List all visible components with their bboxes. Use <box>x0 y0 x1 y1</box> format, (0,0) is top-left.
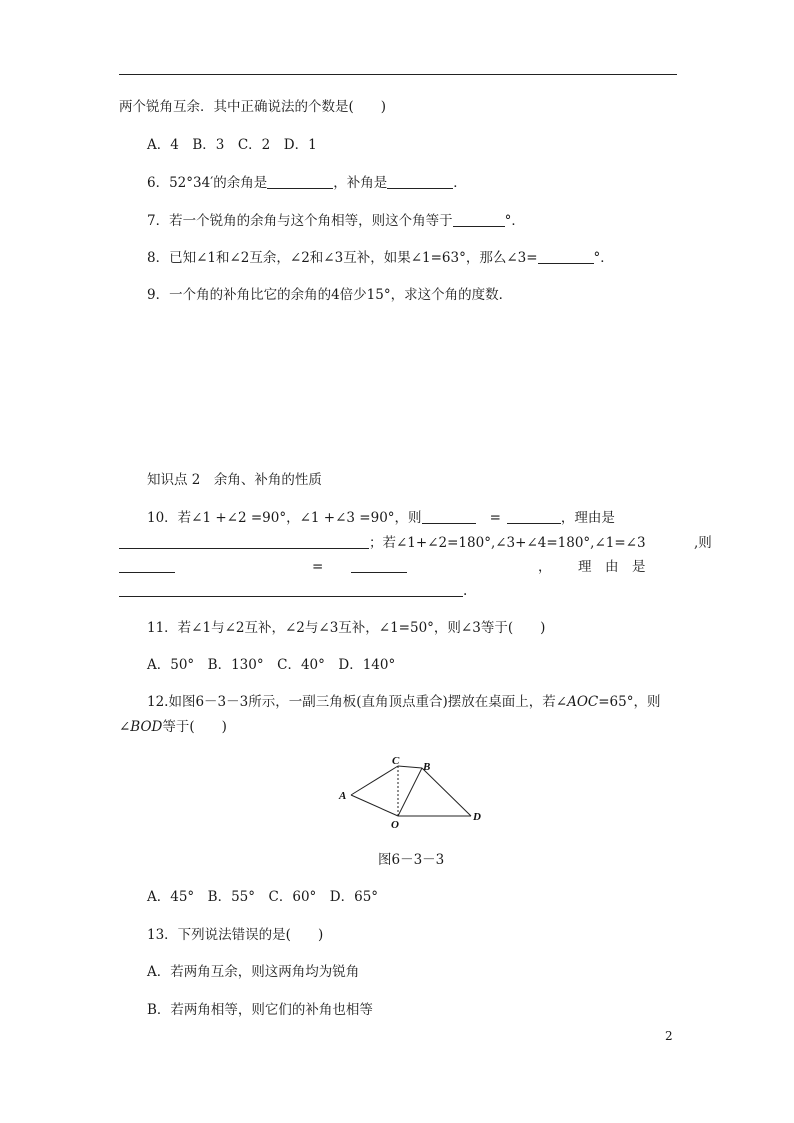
q10-line-3 <box>119 558 175 576</box>
q11: 11．若∠1与∠2互补，∠2与∠3互补，∠1=50°，则∠3等于( ) <box>147 620 546 636</box>
q10-line-4 <box>119 582 467 600</box>
label-b: B <box>423 761 431 773</box>
q10-eq: = <box>489 510 501 526</box>
q13: 13．下列说法错误的是( ) <box>147 927 324 943</box>
q10-blank-1[interactable] <box>422 510 476 524</box>
triangle-figure-svg <box>335 752 495 832</box>
q10-line-2 <box>119 534 646 552</box>
q7-text-a: 7．若一个锐角的余角与这个角相等，则这个角等于 <box>147 213 453 229</box>
q8-blank[interactable] <box>538 250 594 264</box>
label-d: D <box>473 811 481 823</box>
q9: 9．一个角的补角比它的余角的4倍少15°，求这个角的度数． <box>147 287 513 303</box>
q10-then: ,则 <box>694 535 712 551</box>
segment-ao <box>351 795 398 816</box>
label-o: O <box>391 819 399 831</box>
q12-angle-bod: ∠BOD <box>119 719 163 735</box>
q12-angle-aoc: ∠AOC <box>555 694 599 710</box>
q10-eq-2: = <box>312 559 324 575</box>
q13-option-a: A．若两角互余，则这两角均为锐角 <box>147 964 360 980</box>
segment-bd <box>422 768 471 816</box>
q8 <box>147 249 614 267</box>
q10-comma: ， <box>538 559 552 575</box>
q10-text-d: ；若∠1+∠2=180°,∠3+∠4=180°,∠1=∠3 <box>369 535 646 551</box>
segment-ob <box>398 768 422 816</box>
q12-text-a: 12.如图6－3－3所示，一副三角板(直角顶点重合)摆放在桌面上，若 <box>147 694 556 710</box>
q11-options: A．50° B．130° C．40° D．140° <box>147 657 396 673</box>
q10-end: . <box>463 583 468 599</box>
q10-blank-2[interactable] <box>507 510 561 524</box>
q6-blank-2[interactable] <box>387 175 453 189</box>
segment-ac <box>351 766 398 795</box>
figure-caption: 图6－3－3 <box>378 852 445 868</box>
q10-line-3b <box>351 558 407 576</box>
q7 <box>147 212 525 230</box>
q7-text-b: °． <box>504 213 525 229</box>
q12-text-d: 等于( ) <box>162 719 227 735</box>
segment-cb <box>398 766 422 768</box>
triangle-figure <box>335 752 495 836</box>
q12-options: A．45° B．55° C．60° D．65° <box>147 889 379 905</box>
header-rule <box>119 74 677 75</box>
q6 <box>147 174 467 192</box>
q8-text-b: °． <box>593 250 614 266</box>
q6-text-b: ，补角是 <box>333 175 388 191</box>
q6-blank-1[interactable] <box>267 175 333 189</box>
q10-text-a: 10．若∠1 +∠2 =90°，∠1 +∠3 =90°，则 <box>147 510 422 526</box>
q5-continuation: 两个锐角互余．其中正确说法的个数是( ) <box>119 99 387 115</box>
q7-blank[interactable] <box>453 213 505 227</box>
q10-text-c: ，理由是 <box>560 510 615 526</box>
section-heading: 知识点 2 余角、补角的性质 <box>147 472 322 488</box>
q10-reason: 理 由 是 <box>578 559 646 575</box>
q10-blank-6[interactable] <box>119 583 463 597</box>
q12-line-1 <box>147 693 661 711</box>
q10-line-1 <box>147 509 615 527</box>
q6-text-c: ． <box>453 175 467 191</box>
q5-options: A．4 B．3 C．2 D．1 <box>147 137 317 153</box>
q10-blank-3[interactable] <box>119 535 369 549</box>
label-a: A <box>339 790 347 802</box>
label-c: C <box>392 755 400 767</box>
q10-blank-4[interactable] <box>119 559 175 573</box>
q10-blank-5[interactable] <box>351 559 407 573</box>
q8-text-a: 8．已知∠1和∠2互余，∠2和∠3互补，如果∠1=63°，那么∠3= <box>147 250 538 266</box>
page-number: 2 <box>665 1029 673 1043</box>
q12-line-2 <box>119 718 227 736</box>
q13-option-b: B．若两角相等，则它们的补角也相等 <box>147 1002 373 1018</box>
q6-text-a: 6．52°34′的余角是 <box>147 175 268 191</box>
q12-text-b: =65°，则 <box>598 694 661 710</box>
